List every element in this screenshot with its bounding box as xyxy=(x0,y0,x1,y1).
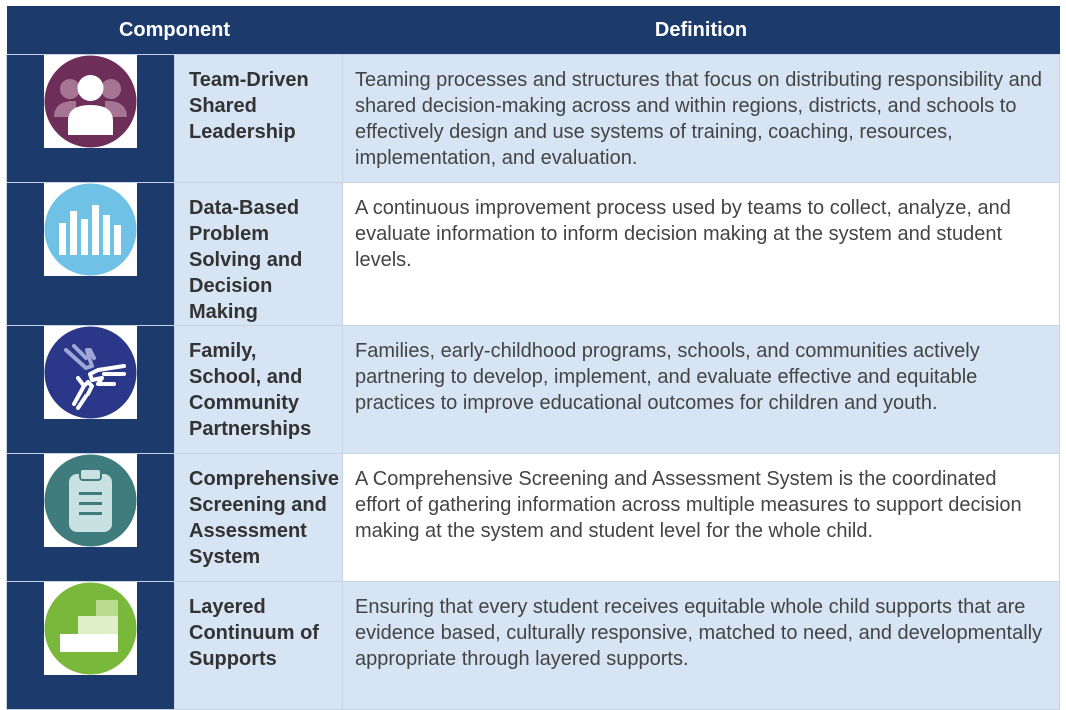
definition-column-header: Definition xyxy=(343,6,1060,55)
definition-cell xyxy=(343,55,1060,183)
table-row xyxy=(7,55,1060,183)
table-row xyxy=(7,326,1060,454)
icon-cell xyxy=(7,183,175,326)
definition-cell xyxy=(343,454,1060,582)
team-leadership-icon xyxy=(44,55,137,148)
table-row xyxy=(7,183,1060,326)
stairs-icon xyxy=(44,582,137,675)
component-name: Comprehensive Screening and Assessment System xyxy=(189,468,340,568)
component-definition: Teaming processes and structures that focus on distributing responsibility and shared decision-making across and within regions, districts, and schools to effectively design and use systems of training, coaching, resources, implementation, and evaluation. xyxy=(355,69,1043,169)
component-name-cell xyxy=(175,582,343,710)
component-name: Family, School, and Community Partnerships xyxy=(189,340,312,440)
framework-table-container xyxy=(6,6,1060,700)
component-name: Data-Based Problem Solving and Decision Making xyxy=(189,197,303,323)
icon-cell xyxy=(7,326,175,454)
component-name: Layered Continuum of Supports xyxy=(189,596,319,670)
framework-table xyxy=(6,6,1060,710)
component-definition: A Comprehensive Screening and Assessment System is the coordinated effort of gathering information across multiple measures to support decision making at the system and student level for the whole child. xyxy=(355,468,1022,542)
clipboard-icon xyxy=(44,454,137,547)
component-definition: Ensuring that every student receives equitable whole child supports that are evidence based, culturally responsive, matched to need, and developmentally appropriate through layered supports. xyxy=(355,596,1043,670)
bar-chart-icon xyxy=(44,183,137,276)
table-row xyxy=(7,454,1060,582)
component-name-cell xyxy=(175,183,343,326)
hands-icon xyxy=(44,326,137,419)
component-definition: A continuous improvement process used by teams to collect, analyze, and evaluate information to inform decision making at the system and student levels. xyxy=(355,197,1011,271)
icon-cell xyxy=(7,454,175,582)
table-header-row xyxy=(7,6,1060,55)
definition-cell xyxy=(343,582,1060,710)
definition-cell xyxy=(343,183,1060,326)
component-name-cell xyxy=(175,454,343,582)
icon-cell xyxy=(7,582,175,710)
table-row xyxy=(7,582,1060,710)
component-column-header: Component xyxy=(7,6,343,55)
component-name-cell xyxy=(175,326,343,454)
component-name: Team-Driven Shared Leadership xyxy=(189,69,309,143)
component-definition: Families, early-childhood programs, schools, and communities actively partnering to develop, implement, and evaluate effective and equitable practices to improve educational outcomes for children and youth. xyxy=(355,340,980,414)
icon-cell xyxy=(7,55,175,183)
definition-cell xyxy=(343,326,1060,454)
component-name-cell xyxy=(175,55,343,183)
